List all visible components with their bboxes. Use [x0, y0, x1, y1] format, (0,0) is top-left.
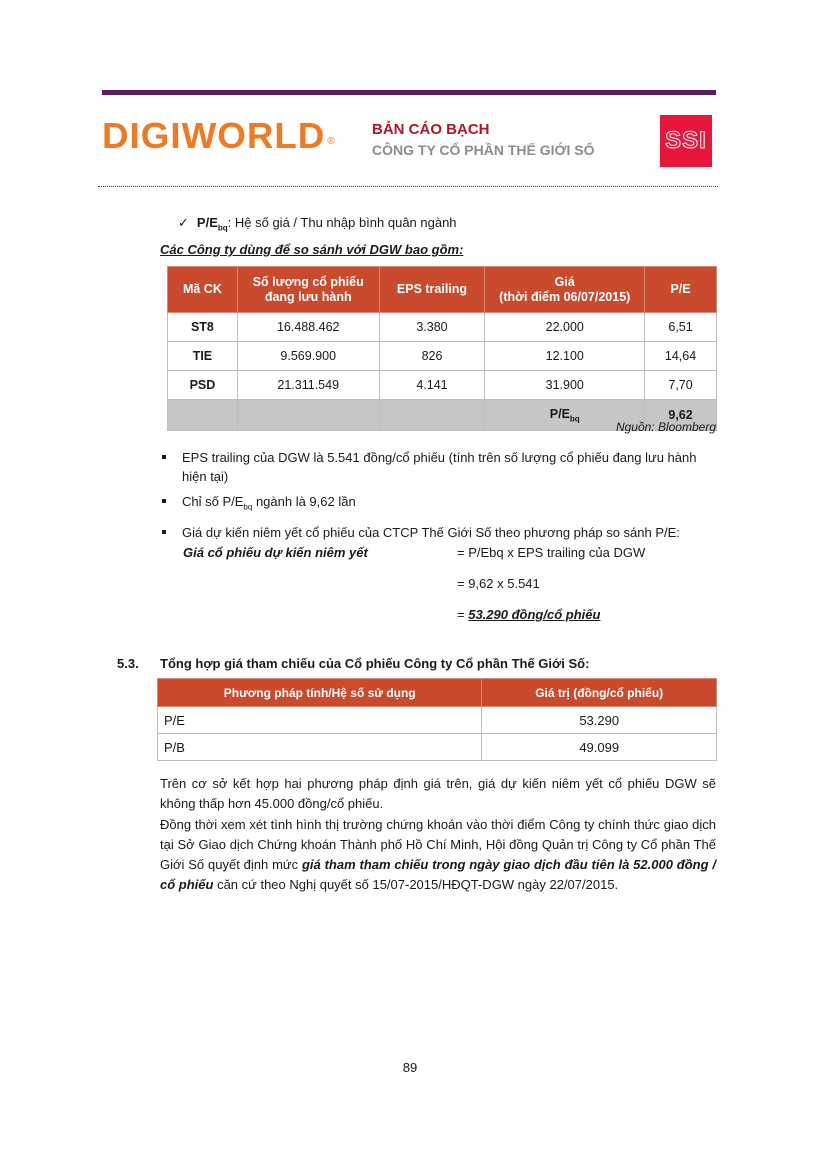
digiworld-logo-text: DIGIWORLD — [102, 115, 326, 156]
formula-line-1: = P/Ebq x EPS trailing của DGW — [457, 545, 646, 560]
definition-line — [178, 214, 457, 238]
cell-shares: 21.311.549 — [237, 371, 379, 400]
empty-cell — [237, 400, 379, 431]
cell-shares: 16.488.462 — [237, 313, 379, 342]
page-number: 89 — [402, 1060, 418, 1075]
col-price — [485, 267, 645, 313]
cell-value: 49.099 — [482, 734, 717, 761]
col-price-date: (thời điểm 06/07/2015) — [499, 289, 631, 304]
reference-header-row — [158, 679, 717, 707]
average-label-text: P/E — [549, 406, 570, 421]
bullet-item: EPS trailing của DGW là 5.541 đồng/cổ phiếu (tính trên số lượng cổ phiếu đang lưu hành hiện tại) — [160, 448, 716, 486]
cell-ticker: TIE — [168, 342, 238, 371]
bullet-text: ngành là 9,62 lần — [252, 494, 356, 509]
paragraph-emphasis: giá tham tham chiếu trong ngày giao dịch đầu tiên là 52.000 đồng / cổ phiếu — [160, 857, 716, 892]
comparison-heading: Các Công ty dùng để so sánh với DGW bao gồm: — [160, 242, 464, 257]
comparison-table — [167, 266, 717, 431]
source-note: Nguồn: Bloomberg — [615, 420, 716, 434]
table-row — [168, 371, 717, 400]
ssi-logo-text: SSI — [665, 127, 707, 154]
company-name: CÔNG TY CỔ PHẦN THẾ GIỚI SỐ — [372, 142, 595, 158]
cell-price: 31.900 — [485, 371, 645, 400]
paragraph-conclusion: Trên cơ sở kết hợp hai phương pháp định giá trên, giá dự kiến niêm yết cổ phiếu DGW sẽ không thấp hơn 45.000 đồng/cổ phiếu. — [160, 776, 716, 811]
document-title: BẢN CÁO BẠCH — [372, 121, 490, 138]
formula-equals: = — [457, 607, 469, 622]
empty-cell — [168, 400, 238, 431]
definition-term-sub: bq — [217, 223, 228, 233]
bullet-item — [160, 492, 716, 517]
paragraph-decision — [160, 815, 716, 895]
average-label-sub: bq — [569, 414, 580, 424]
cell-price: 12.100 — [485, 342, 645, 371]
cell-shares: 9.569.900 — [237, 342, 379, 371]
header-divider — [98, 186, 718, 187]
table-row — [168, 342, 717, 371]
reference-price-table — [157, 678, 717, 761]
definition-term: P/E — [196, 215, 218, 230]
col-value: Giá trị (đồng/cổ phiếu) — [482, 679, 717, 707]
cell-pe: 6,51 — [645, 313, 717, 342]
bullet-item: Giá dự kiến niêm yết cổ phiếu của CTCP Thế Giới Số theo phương pháp so sánh P/E: — [160, 523, 716, 542]
col-eps: EPS trailing — [379, 267, 485, 313]
paragraph-text: Đồng thời xem xét tình hình thị trường chứng khoán vào thời điểm Công ty chính thức giao dịch tại Sở Giao dịch Chứng khoán Thành phố Hồ Chí Minh, Hội đồng Quản trị Công ty Cổ phần Thế Giới Số quyết định mức — [160, 817, 716, 872]
table-row — [158, 734, 717, 761]
formula-label: Giá cổ phiếu dự kiến niêm yết — [183, 545, 368, 560]
cell-pe: 14,64 — [645, 342, 717, 371]
col-price-label: Giá — [554, 274, 575, 289]
empty-cell — [379, 400, 485, 431]
cell-method: P/E — [158, 707, 482, 734]
formula-line-3 — [457, 607, 600, 622]
cell-value: 53.290 — [482, 707, 717, 734]
table-row — [158, 707, 717, 734]
section-number: 5.3. — [117, 656, 139, 671]
bullet-text: Chỉ số P/E — [182, 494, 244, 509]
paragraph-text: căn cứ theo Nghị quyết số 15/07-2015/HĐQT-DGW ngày 22/07/2015. — [213, 877, 619, 892]
cell-ticker: PSD — [168, 371, 238, 400]
col-shares: Số lượng cổ phiếu đang lưu hành — [237, 267, 379, 313]
cell-eps: 3.380 — [379, 313, 485, 342]
formula-line-2: = 9,62 x 5.541 — [457, 576, 540, 591]
cell-price: 22.000 — [485, 313, 645, 342]
section-title: Tổng hợp giá tham chiếu của Cổ phiếu Công ty Cổ phần Thế Giới Số: — [160, 656, 590, 671]
checkmark-icon: ✓ — [178, 215, 189, 230]
registered-mark: ® — [327, 136, 336, 147]
table-row — [168, 313, 717, 342]
cell-eps: 4.141 — [379, 371, 485, 400]
cell-ticker: ST8 — [168, 313, 238, 342]
bullet-list — [160, 448, 716, 548]
formula-result: 53.290 đồng/cổ phiếu — [468, 607, 601, 622]
header-top-bar — [102, 90, 716, 95]
ssi-logo — [660, 115, 712, 167]
cell-method: P/B — [158, 734, 482, 761]
bullet-sub: bq — [243, 502, 253, 512]
col-ticker: Mã CK — [168, 267, 238, 313]
average-value: 9,62 — [645, 400, 717, 431]
cell-eps: 826 — [379, 342, 485, 371]
comparison-header-row — [168, 267, 717, 313]
col-pe: P/E — [645, 267, 717, 313]
definition-text: : Hệ số giá / Thu nhập bình quân ngành — [227, 215, 457, 230]
digiworld-logo — [102, 116, 336, 156]
col-method: Phương pháp tính/Hệ số sử dụng — [158, 679, 482, 707]
cell-pe: 7,70 — [645, 371, 717, 400]
